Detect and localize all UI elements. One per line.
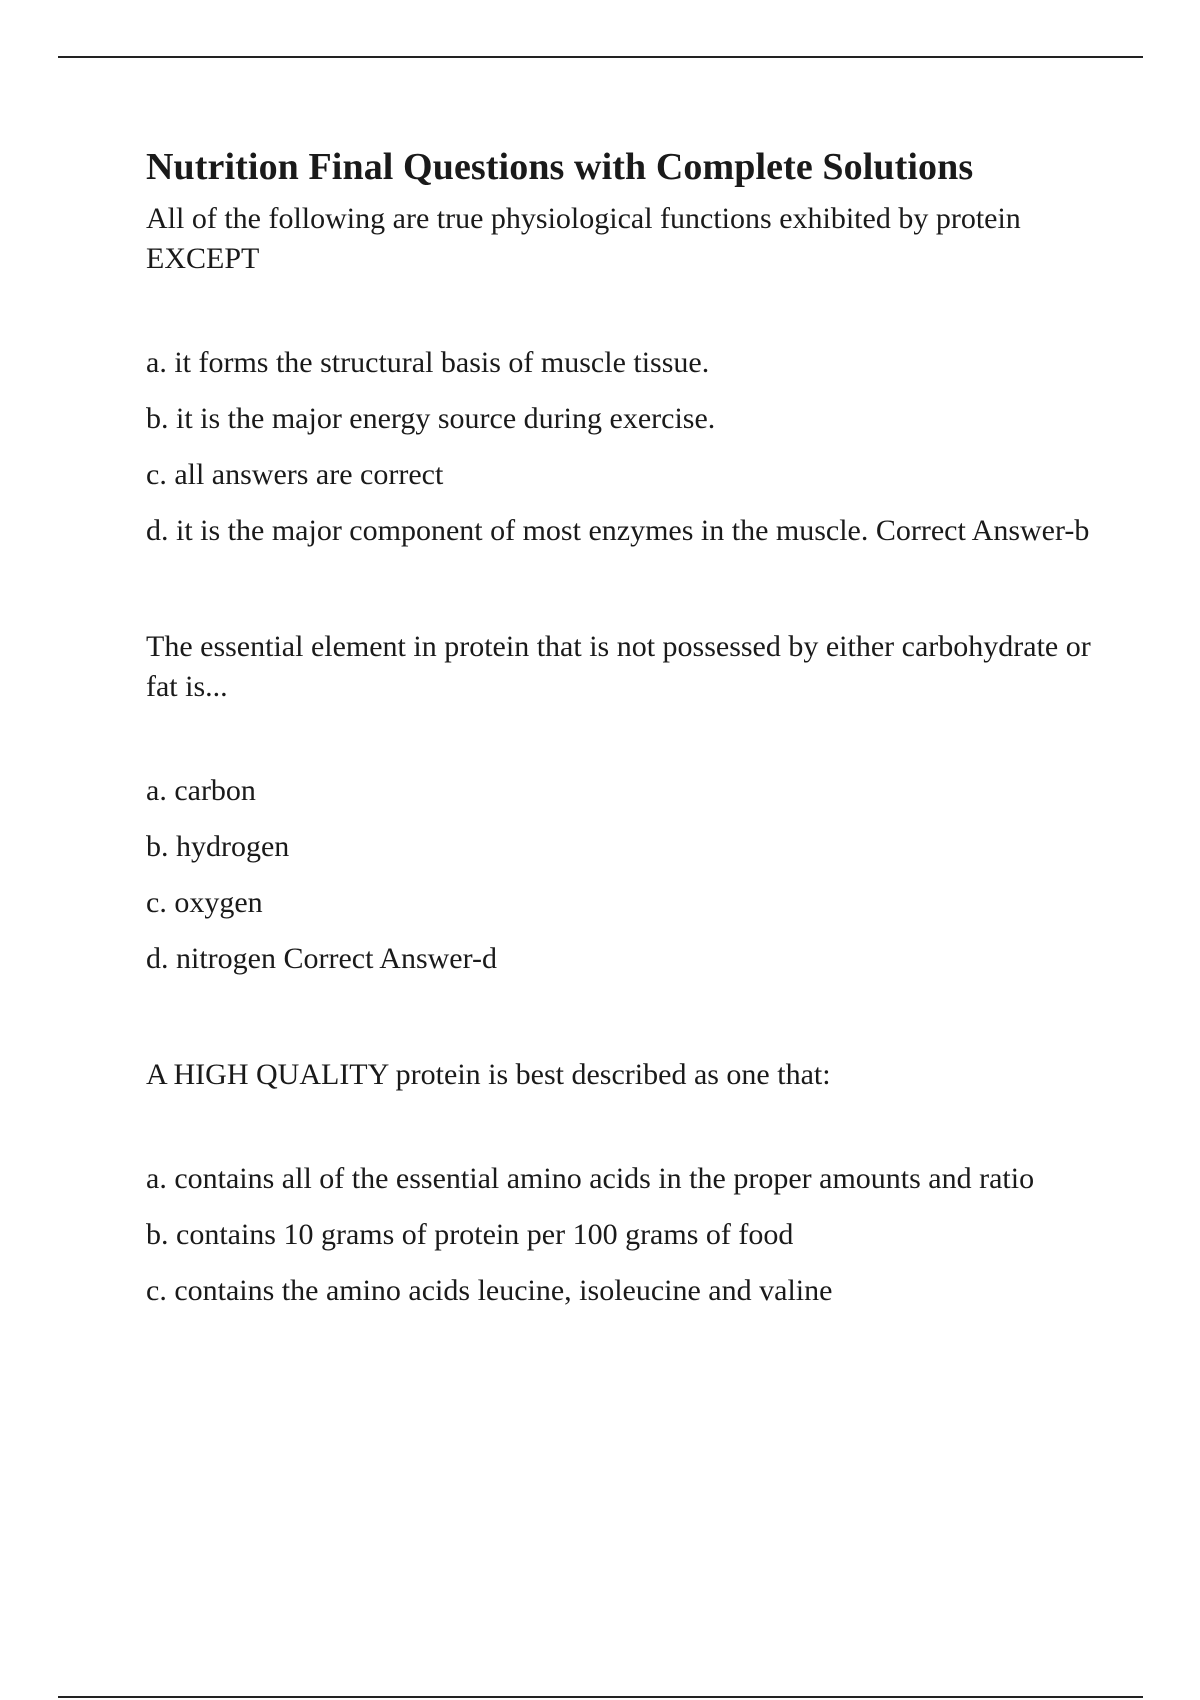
question-block-3 [146,1055,1106,1311]
answer-option: c. oxygen [146,886,263,919]
answer-options [146,771,1106,979]
answer-option: c. contains the amino acids leucine, isoleucine and valine [146,1274,833,1307]
document-body [146,143,1106,1311]
bottom-rule [58,1696,1143,1698]
document-title: Nutrition Final Questions with Complete Solutions [146,146,974,188]
answer-option: d. it is the major component of most enzymes in the muscle. Correct Answer-b [146,514,1090,547]
top-rule [58,56,1143,58]
answer-options [146,1159,1106,1311]
question-block-1 [146,199,1106,551]
answer-option: a. carbon [146,774,256,807]
answer-options [146,343,1106,551]
answer-option: c. all answers are correct [146,458,444,491]
answer-option: b. hydrogen [146,830,290,863]
question-block-2 [146,627,1106,979]
answer-option: a. contains all of the essential amino acids in the proper amounts and ratio [146,1162,1035,1195]
answer-option: d. nitrogen Correct Answer-d [146,942,497,975]
question-text: A HIGH QUALITY protein is best described as one that: [146,1058,831,1091]
question-text: All of the following are true physiological functions exhibited by protein EXCEPT [146,202,1021,275]
answer-option: b. it is the major energy source during exercise. [146,402,716,435]
question-text: The essential element in protein that is not possessed by either carbohydrate or fat is... [146,630,1091,703]
answer-option: b. contains 10 grams of protein per 100 grams of food [146,1218,794,1251]
answer-option: a. it forms the structural basis of muscle tissue. [146,346,710,379]
